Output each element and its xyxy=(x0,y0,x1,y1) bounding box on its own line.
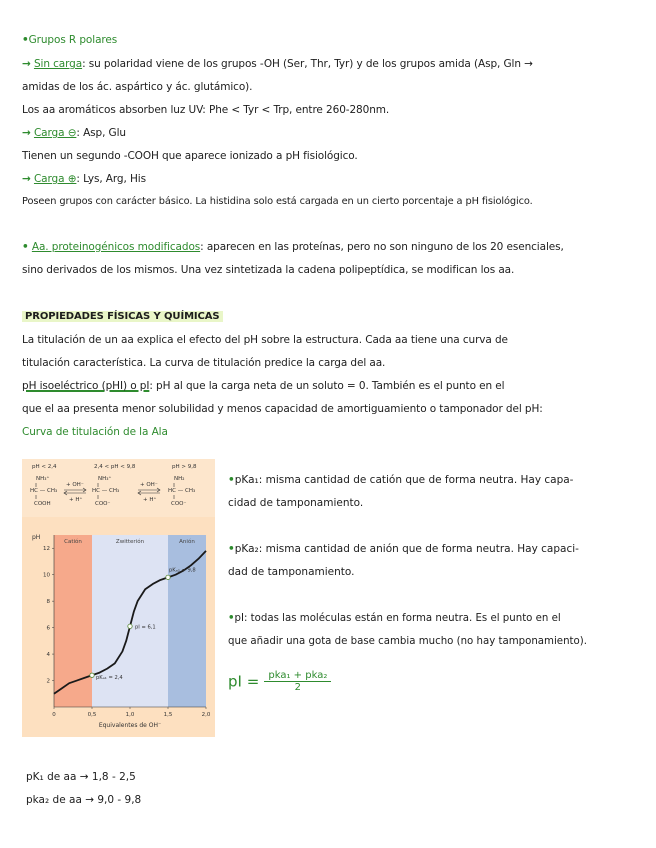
point-1 xyxy=(128,624,132,628)
struct-2-c: COO⁻ xyxy=(95,501,111,507)
struct-3-b: HC — CH₃ xyxy=(168,488,196,494)
point-2 xyxy=(166,575,170,579)
x-tick-label-3: 1,5 xyxy=(163,712,173,718)
heading-propiedades: PROPIEDADES FÍSICAS Y QUÍMICAS xyxy=(22,310,223,322)
formula-denominator: 2 xyxy=(294,682,302,693)
y-tick-label-5: 2 xyxy=(46,678,50,685)
y-tick-label-1: 10 xyxy=(43,572,50,579)
titration-figure xyxy=(22,459,215,737)
struct-2-a: NH₃⁺ xyxy=(98,476,112,482)
struct-3-c: COO⁻ xyxy=(171,501,187,507)
struct-1-c: COOH xyxy=(34,501,51,507)
arrow-top-1: + OH⁻ xyxy=(66,482,84,488)
arrow-bottom-2: + H⁺ xyxy=(143,497,157,503)
sin-carga-label: Sin carga xyxy=(33,58,83,70)
heading-grupos-r-polares: •Grupos R polares xyxy=(22,34,118,46)
y-tick-label-3: 6 xyxy=(46,625,50,632)
x-tick-label-0: 0 xyxy=(52,712,56,718)
range-label-1: pH < 2,4 xyxy=(32,464,57,470)
y-tick-label-0: 12 xyxy=(43,546,50,553)
point-label-1: pI = 6,1 xyxy=(135,624,156,631)
region-label-0: Catión xyxy=(64,539,82,545)
pi-definition: pH isoeléctrico (pHI) o pI: pH al que la carga neta de un soluto = 0. También es el punto en el xyxy=(22,380,505,392)
aromaticos-line: Los aa aromáticos absorben luz UV: Phe < Tyr < Trp, entre 260-280nm. xyxy=(22,104,390,116)
note-pka2: •pKa₂: misma cantidad de anión que de forma neutra. Hay capaci- dad de tamponamiento. xyxy=(228,543,579,578)
note-pi: •pI: todas las moléculas están en forma neutra. Es el punto en el que añadir una gota de base cambia mucho (no hay tamponamiento). xyxy=(228,613,587,647)
struct-3-a: NH₂ xyxy=(174,476,185,482)
range-label-2: 2,4 < pH < 9,8 xyxy=(94,464,136,470)
pi-formula xyxy=(228,670,331,693)
titration-chart xyxy=(22,459,215,737)
arrow-bottom-1: + H⁺ xyxy=(69,497,83,503)
x-tick-label-4: 2,0 xyxy=(201,712,211,718)
carga-positiva-text: Poseen grupos con carácter básico. La histidina solo está cargada en un cierto porcentaje a pH fisiológico. xyxy=(22,196,533,207)
region-label-2: Anión xyxy=(179,539,195,545)
struct-2-b: HC — CH₃ xyxy=(92,488,120,494)
note-pka1: •pKa₁: misma cantidad de catión que de forma neutra. Hay capa- cidad de tamponamiento. xyxy=(228,474,574,509)
y-axis-label: pH xyxy=(32,534,41,541)
sin-carga-line: → Sin carga: su polaridad viene de los grupos -OH (Ser, Thr, Tyr) y de los grupos amida (Asp, Gln → xyxy=(22,58,533,70)
pk2-value: pka₂ de aa → 9,0 - 9,8 xyxy=(26,794,142,806)
sin-carga-line-2: amidas de los ác. aspártico y ác. glutámico). xyxy=(22,81,253,93)
titulacion-p2: titulación característica. La curva de titulación predice la carga del aa. xyxy=(22,357,386,369)
formula-numerator: pka₁ + pka₂ xyxy=(264,670,331,682)
struct-1-a: NH₃⁺ xyxy=(36,476,50,482)
carga-positiva-line: → Carga ⊕: Lys, Arg, His xyxy=(22,173,146,185)
point-label-0: pKₐ₁ = 2,4 xyxy=(96,675,123,682)
point-label-2: pKₐ₂ = 9,8 xyxy=(169,567,196,574)
x-tick-label-1: 0,5 xyxy=(87,712,97,718)
aa-modificados-line: • Aa. proteinogénicos modificados: aparecen en las proteínas, pero no son ninguno de los 20 esenciales, xyxy=(22,241,564,253)
carga-negativa-line: → Carga ⊖: Asp, Glu xyxy=(22,127,126,139)
formula-lhs: pI = xyxy=(228,672,260,691)
aa-modificados-line-2: sino derivados de los mismos. Una vez sintetizada la cadena polipeptídica, se modifican los aa. xyxy=(22,264,515,276)
carga-negativa-text: Tienen un segundo -COOH que aparece ionizado a pH fisiológico. xyxy=(22,150,358,162)
region-label-1: Zwitterión xyxy=(115,539,145,545)
point-0 xyxy=(90,673,94,677)
y-tick-label-2: 8 xyxy=(46,599,50,606)
struct-1-b: HC — CH₃ xyxy=(30,488,58,494)
pk1-value: pK₁ de aa → 1,8 - 2,5 xyxy=(26,771,136,783)
x-axis-label: Equivalentes de OH⁻ xyxy=(98,722,162,729)
titulacion-p1: La titulación de un aa explica el efecto del pH sobre la estructura. Cada aa tiene una curva de xyxy=(22,334,508,346)
y-tick-label-4: 4 xyxy=(46,652,50,659)
region-2 xyxy=(168,535,206,707)
curva-label: Curva de titulación de la Ala xyxy=(22,426,168,438)
range-label-3: pH > 9,8 xyxy=(172,464,197,470)
x-tick-label-2: 1,0 xyxy=(125,712,135,718)
arrow-top-2: + OH⁻ xyxy=(140,482,158,488)
pi-definition-2: que el aa presenta menor solubilidad y menos capacidad de amortiguamiento o tamponador del pH: xyxy=(22,403,543,415)
